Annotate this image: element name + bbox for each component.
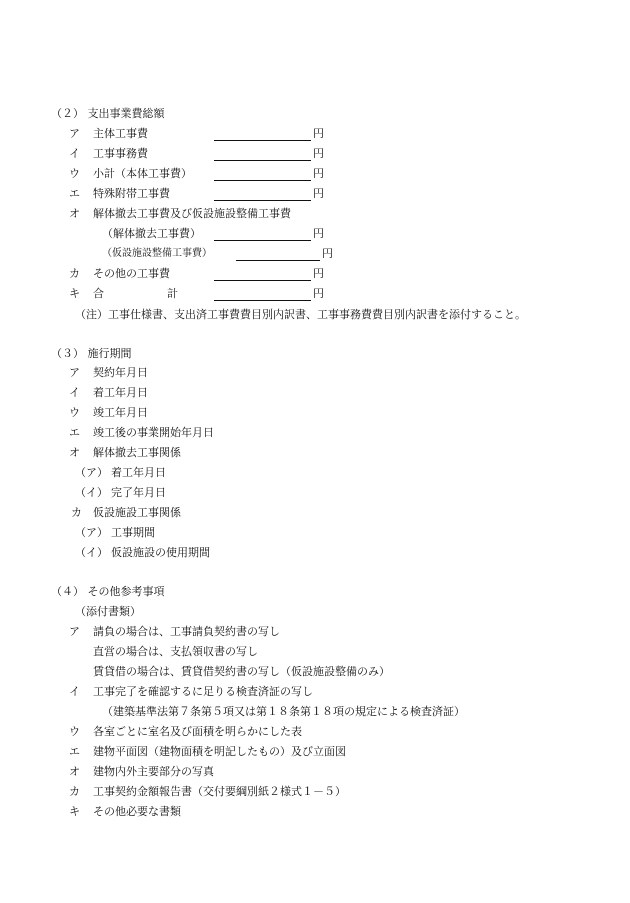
item-label: 工事契約金額報告書（交付要綱別紙２様式１－５）: [93, 785, 346, 798]
item-label: 請負の場合は、工事請負契約書の写し: [93, 625, 280, 638]
amount-blank: [214, 127, 311, 141]
sub-item-mark: （イ）: [75, 546, 108, 559]
amount-blank: [214, 147, 311, 161]
item-label: 仮設施設の使用期間: [111, 546, 210, 559]
item-label: 主体工事費: [93, 127, 148, 140]
item-label: 着工年月日: [93, 386, 148, 399]
section2-heading: （２） 支出事業費総額: [51, 107, 165, 120]
item-label: （建築基準法第７条第５項又は第１８条第１８項の規定による検査済証）: [102, 705, 465, 718]
item-mark: エ: [69, 426, 80, 439]
item-mark: エ: [69, 745, 80, 758]
note: （注）工事仕様書、支出済工事費費目別内訳書、工事事務費費目別内訳書を添付すること。: [75, 308, 526, 321]
item-label: 解体撤去工事費及び仮設施設整備工事費: [93, 207, 291, 220]
yen-unit: 円: [322, 247, 333, 260]
item-label: その他必要な書類: [93, 805, 181, 818]
item-label-2: 計: [167, 287, 178, 300]
item-label: 着工年月日: [111, 466, 166, 479]
item-label: （仮設施設整備工事費）: [102, 248, 212, 259]
item-label: 契約年月日: [93, 366, 148, 379]
item-mark: ウ: [69, 167, 80, 180]
amount-blank: [214, 187, 311, 201]
yen-unit: 円: [313, 187, 324, 200]
item-label: 各室ごとに室名及び面積を明らかにした表: [93, 725, 302, 738]
yen-unit: 円: [313, 147, 324, 160]
amount-blank: [214, 167, 311, 181]
item-label: 完了年月日: [111, 486, 166, 499]
item-label: 解体撤去工事関係: [93, 446, 181, 459]
item-label: 建物内外主要部分の写真: [93, 765, 214, 778]
sub-item-mark: （ア）: [75, 526, 108, 539]
yen-unit: 円: [313, 167, 324, 180]
item-mark: オ: [69, 765, 80, 778]
item-label: 賃貸借の場合は、賃貸借契約書の写し（仮設施設整備のみ）: [93, 665, 390, 678]
section4-heading: （４） その他参考事項: [51, 585, 165, 598]
sub-item-mark: （イ）: [75, 486, 108, 499]
item-mark: ウ: [69, 725, 80, 738]
item-mark: カ: [69, 267, 80, 280]
item-label: 小計（本体工事費）: [93, 167, 192, 180]
item-label: 竣工後の事業開始年月日: [93, 426, 214, 439]
amount-blank: [214, 267, 311, 281]
item-mark: ウ: [69, 406, 80, 419]
item-mark: キ: [69, 805, 80, 818]
item-mark: カ: [69, 785, 80, 798]
amount-blank: [214, 287, 311, 301]
sub-heading: （添付書類）: [75, 605, 141, 618]
item-mark: イ: [69, 147, 80, 160]
yen-unit: 円: [313, 127, 324, 140]
item-label: 合: [93, 287, 104, 300]
item-label: 工事事務費: [93, 147, 148, 160]
yen-unit: 円: [313, 267, 324, 280]
item-mark: オ: [69, 207, 80, 220]
item-label: （解体撤去工事費）: [102, 227, 201, 240]
item-mark: ア: [69, 127, 80, 140]
item-mark: カ: [71, 506, 82, 519]
item-mark: イ: [69, 386, 80, 399]
item-label: 直営の場合は、支払領収書の写し: [93, 645, 258, 658]
amount-blank: [214, 227, 311, 241]
item-mark: ア: [69, 625, 80, 638]
item-label: 工事完了を確認するに足りる検査済証の写し: [93, 685, 313, 698]
yen-unit: 円: [313, 227, 324, 240]
item-label: 工事期間: [111, 526, 155, 539]
item-label: 竣工年月日: [93, 406, 148, 419]
yen-unit: 円: [313, 287, 324, 300]
item-label: 建物平面図（建物面積を明記したもの）及び立面図: [93, 745, 346, 758]
amount-blank: [236, 247, 320, 261]
item-mark: イ: [69, 685, 80, 698]
item-label: その他の工事費: [93, 267, 170, 280]
item-label: 仮設施設工事関係: [93, 506, 181, 519]
item-mark: キ: [69, 287, 80, 300]
section3-heading: （３） 施行期間: [51, 347, 132, 360]
sub-item-mark: （ア）: [75, 466, 108, 479]
item-mark: エ: [69, 187, 80, 200]
item-label: 特殊附帯工事費: [93, 187, 170, 200]
item-mark: オ: [69, 446, 80, 459]
item-mark: ア: [69, 366, 80, 379]
